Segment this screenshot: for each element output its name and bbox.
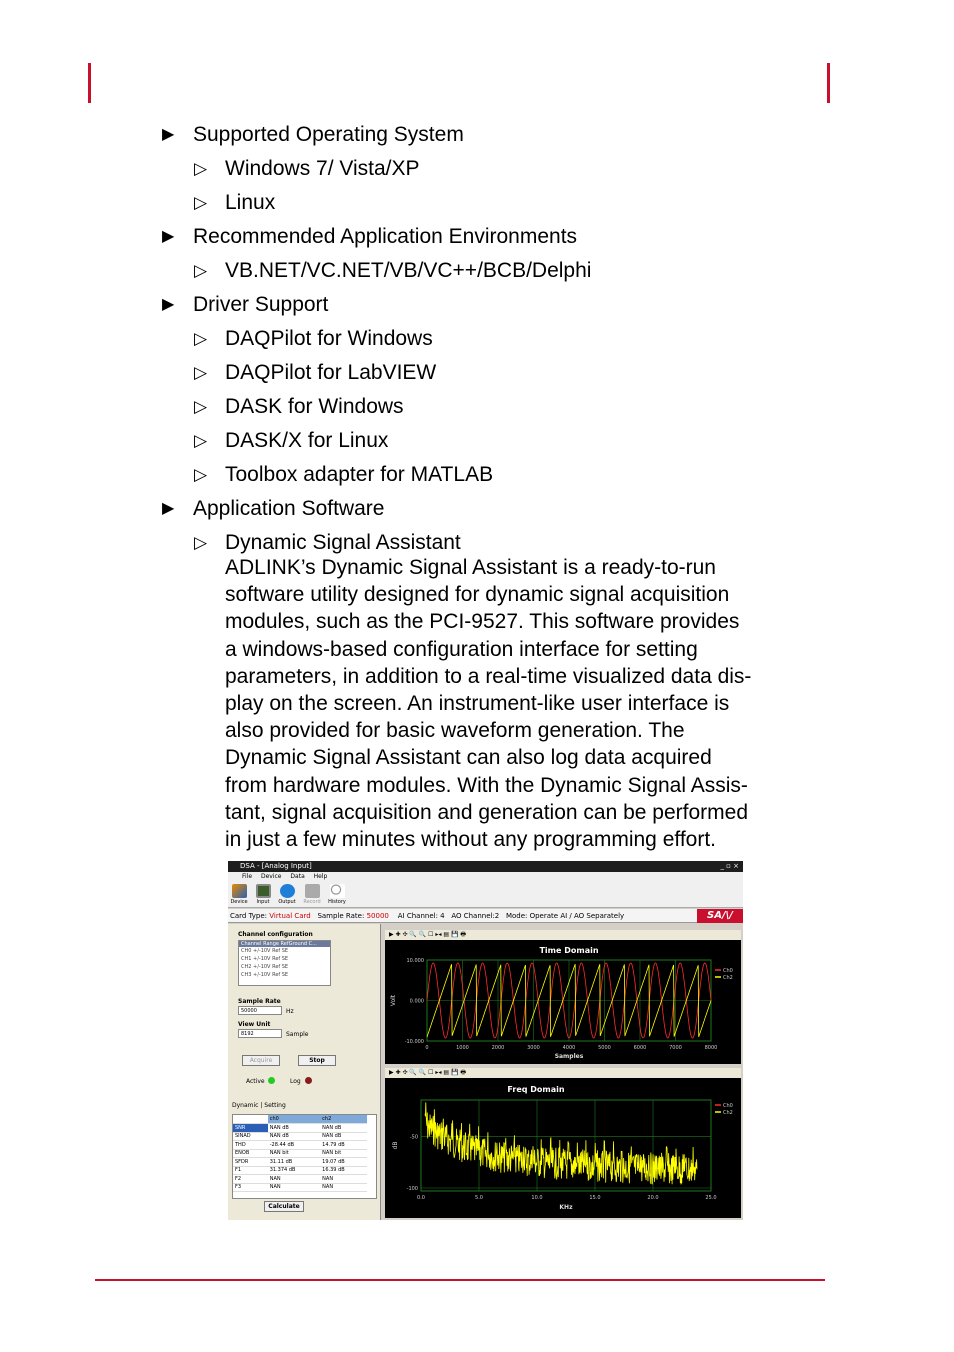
x-tick-label: 5000 [598, 1045, 611, 1051]
list-item-text: Supported Operating System [193, 123, 464, 146]
sa-logo: SA/\/ [697, 909, 743, 923]
x-tick-label: 0.0 [417, 1195, 425, 1201]
x-tick-label: 5.0 [475, 1195, 483, 1201]
table-row [233, 1166, 367, 1175]
table-row[interactable]: CH0 +/-10V Ref SE [241, 948, 289, 954]
table-row[interactable]: CH3 +/-10V Ref SE [241, 972, 289, 978]
table-cell [233, 1115, 268, 1124]
plot-toolbar[interactable]: ▶ ✚ ✣ 🔍 🔍 ☐ ▸◂ ▤ 💾 🖶 [385, 930, 741, 940]
header-right-marker [827, 63, 830, 103]
active-label: Active [246, 1078, 265, 1085]
table-cell: SNR [233, 1124, 268, 1133]
paragraph-line: modules, such as the PCI-9527. This software provides [225, 610, 740, 634]
x-tick-label: 1000 [456, 1045, 469, 1051]
menu-file[interactable]: File [242, 873, 253, 880]
y-tick-label: -100 [406, 1186, 418, 1192]
menu-data[interactable]: Data [290, 873, 305, 880]
input-label: Input [256, 899, 270, 905]
record-label: Record [303, 899, 321, 905]
table-cell: NAN dB [320, 1124, 367, 1133]
paragraph-line: from hardware modules. With the Dynamic Signal Assis- [225, 773, 748, 797]
list-item [160, 118, 800, 152]
card-status-line [228, 909, 743, 923]
table-cell: ENOB [233, 1149, 268, 1158]
table-cell: THD [233, 1141, 268, 1150]
stats-grid [233, 1115, 367, 1192]
app-toolbar [228, 882, 743, 908]
view-unit-select[interactable]: 8192 [238, 1029, 282, 1038]
x-tick-label: 25.0 [705, 1195, 717, 1201]
sub-bullet-icon: ▷ [194, 363, 208, 382]
feature-list [160, 118, 800, 853]
list-item [160, 390, 800, 424]
table-cell: NAN dB [268, 1132, 320, 1141]
chart-title: Time Domain [539, 946, 599, 955]
table-row [233, 1183, 367, 1192]
list-item [160, 458, 800, 492]
legend-ch2: Ch2 [723, 1110, 733, 1116]
freq-domain-panel [385, 1068, 741, 1218]
card-type-label: Card Type: [230, 912, 268, 920]
paragraph-line: a windows-based configuration interface for setting [225, 637, 698, 661]
menu-bar [228, 872, 743, 882]
bullet-icon: ▶ [162, 500, 175, 517]
table-cell: 31.11 dB [268, 1158, 320, 1167]
paragraph-line: software utility designed for dynamic signal acquisition [225, 583, 730, 607]
legend-ch0: Ch0 [723, 1103, 733, 1109]
list-item-text: Application Software [193, 497, 385, 520]
ch2-spectrum-line [425, 1102, 697, 1184]
table-row [233, 1158, 367, 1167]
table-cell: 31.374 dB [268, 1166, 320, 1175]
list-item-text: Toolbox adapter for MATLAB [225, 463, 494, 486]
table-cell: NAN bit [320, 1149, 367, 1158]
x-tick-label: 0 [425, 1045, 429, 1051]
table-cell: SFDR [233, 1158, 268, 1167]
sub-bullet-icon: ▷ [194, 159, 208, 178]
record-icon [305, 884, 320, 898]
x-axis-label: Samples [554, 1053, 584, 1060]
list-item [160, 492, 800, 526]
device-tools-icon [232, 884, 247, 898]
header-left-marker [88, 63, 91, 103]
window-title-text: DSA - [Analog Input] [240, 862, 312, 870]
sub-bullet-icon: ▷ [194, 533, 208, 552]
history-button[interactable] [326, 884, 348, 905]
table-cell: NAN [268, 1183, 320, 1192]
log-label: Log [290, 1078, 301, 1085]
chart-title: Freq Domain [507, 1085, 565, 1094]
table-row[interactable]: CH1 +/-10V Ref SE [241, 956, 289, 962]
x-tick-label: 3000 [527, 1045, 540, 1051]
sample-rate-value: 50000 [366, 912, 389, 920]
time-domain-panel [385, 930, 741, 1064]
sub-bullet-icon: ▷ [194, 261, 208, 280]
x-axis-label: KHz [559, 1204, 573, 1211]
x-tick-label: 6000 [633, 1045, 647, 1051]
bullet-icon: ▶ [162, 126, 175, 143]
dsa-screenshot [228, 861, 743, 1220]
sub-bullet-icon: ▷ [194, 397, 208, 416]
stop-button[interactable]: Stop [298, 1055, 336, 1066]
sub-bullet-icon: ▷ [194, 329, 208, 348]
table-row [233, 1132, 367, 1141]
active-indicator-icon [268, 1077, 275, 1084]
device-label: Device [230, 899, 248, 905]
bullet-icon: ▶ [162, 296, 175, 313]
table-cell: F2 [233, 1175, 268, 1184]
y-tick-label: 0.000 [409, 998, 424, 1005]
legend-ch2: Ch2 [723, 975, 733, 981]
input-button[interactable] [252, 884, 274, 905]
plot-toolbar[interactable]: ▶ ✚ ✣ 🔍 🔍 ☐ ▸◂ ▤ 💾 🖶 [385, 1068, 741, 1078]
x-tick-label: 15.0 [589, 1195, 601, 1201]
paragraph-line: play on the screen. An instrument-like user interface is [225, 692, 730, 716]
table-row [233, 1124, 367, 1133]
paragraph-line: in just a few minutes without any programming effort. [225, 828, 717, 852]
list-item-text: VB.NET/VC.NET/VB/VC++/BCB/Delphi [225, 259, 592, 282]
list-item-text: Dynamic Signal Assistant [225, 531, 461, 554]
list-item [160, 220, 800, 254]
y-tick-label: 10.000 [406, 958, 424, 964]
list-item [160, 288, 800, 322]
list-item [160, 186, 800, 220]
table-row [233, 1175, 367, 1184]
input-icon [256, 884, 271, 898]
table-cell: F1 [233, 1166, 268, 1175]
sub-bullet-icon: ▷ [194, 193, 208, 212]
table-row [233, 1141, 367, 1150]
table-cell: 14.79 dB [320, 1141, 367, 1150]
y-tick-label: -50 [409, 1134, 418, 1141]
output-button[interactable] [276, 884, 298, 905]
list-item-text: Driver Support [193, 293, 329, 316]
magnifier-icon [330, 884, 345, 898]
x-tick-label: 20.0 [647, 1195, 659, 1201]
x-tick-label: 7000 [669, 1045, 682, 1051]
menu-device[interactable]: Device [260, 873, 282, 880]
acquire-button[interactable]: Acquire [242, 1055, 280, 1066]
table-cell: NAN dB [320, 1132, 367, 1141]
channel-table-header: Channel Range RefGround C... [239, 941, 330, 947]
list-item [160, 322, 800, 356]
table-cell: F3 [233, 1183, 268, 1192]
list-item-text: Recommended Application Environments [193, 225, 578, 248]
table-cell: NAN bit [268, 1149, 320, 1158]
record-button[interactable] [301, 884, 323, 905]
bullet-icon: ▶ [162, 228, 175, 245]
table-cell: NAN dB [268, 1124, 320, 1133]
channel-config-title: Channel configuration [238, 931, 313, 938]
list-item [160, 526, 800, 560]
sub-bullet-icon: ▷ [194, 431, 208, 450]
list-item-text: DASK/X for Linux [225, 429, 389, 452]
output-label: Output [278, 899, 296, 905]
table-cell: NAN [320, 1183, 367, 1192]
ai-channel: AI Channel: 4 [397, 912, 445, 920]
x-tick-label: 8000 [704, 1045, 718, 1051]
card-type-value: Virtual Card [269, 912, 311, 920]
window-title [228, 861, 743, 872]
menu-help[interactable]: Help [313, 873, 328, 880]
stats-table [232, 1114, 377, 1199]
freq-domain-chart [385, 1078, 741, 1218]
list-item [160, 356, 800, 390]
list-item-text: DAQPilot for LabVIEW [225, 361, 437, 384]
table-row [233, 1115, 367, 1124]
paragraph-line: tant, signal acquisition and generation can be performed [225, 800, 749, 824]
sample-rate-input[interactable]: 50000 [238, 1006, 282, 1015]
mode-text: Mode: Operate AI / AO Separately [505, 912, 625, 920]
list-item-text: Windows 7/ Vista/XP [225, 157, 420, 180]
description-paragraph [160, 554, 800, 853]
x-tick-label: 10.0 [531, 1195, 543, 1201]
legend-ch0: Ch0 [723, 968, 733, 974]
view-unit-title: View Unit [238, 1021, 271, 1028]
table-row [233, 1149, 367, 1158]
x-tick-label: 4000 [562, 1045, 576, 1051]
list-item-text: Linux [225, 191, 276, 214]
sample-unit-label: Sample [286, 1031, 309, 1038]
table-cell: -28.44 dB [268, 1141, 320, 1150]
table-row[interactable]: CH2 +/-10V Ref SE [241, 964, 289, 970]
list-item [160, 152, 800, 186]
log-indicator-icon [305, 1077, 312, 1084]
hz-label: Hz [286, 1008, 294, 1015]
y-tick-label: -10.000 [404, 1039, 424, 1045]
table-cell: NAN [320, 1175, 367, 1184]
table-cell: ch0 [268, 1115, 320, 1124]
y-axis-label: Volt [390, 994, 397, 1007]
history-label: History [328, 899, 346, 905]
sample-rate-label: Sample Rate: [317, 912, 365, 920]
paragraph-line: also provided for basic waveform generation. The [225, 719, 685, 743]
list-item-text: DASK for Windows [225, 395, 404, 418]
time-domain-chart [385, 940, 741, 1064]
device-button[interactable] [228, 884, 250, 905]
x-tick-label: 2000 [491, 1045, 505, 1051]
list-item [160, 424, 800, 458]
paragraph-line: parameters, in addition to a real-time visualized data dis- [225, 664, 752, 688]
sub-bullet-icon: ▷ [194, 465, 208, 484]
table-cell: NAN [268, 1175, 320, 1184]
footer-rule [95, 1279, 825, 1281]
calculate-button[interactable]: Calculate [264, 1201, 304, 1212]
window-controls-icon: _ ▫ × [720, 862, 739, 870]
stats-tabs[interactable]: Dynamic | Setting [232, 1102, 286, 1109]
paragraph-line: ADLINK’s Dynamic Signal Assistant is a ready-to-run [225, 556, 716, 579]
output-icon [280, 884, 295, 898]
table-cell: ch2 [320, 1115, 367, 1124]
table-cell: 16.39 dB [320, 1166, 367, 1175]
table-cell: 19.07 dB [320, 1158, 367, 1167]
ao-channel: AO Channel:2 [451, 912, 500, 920]
table-cell: SINAD [233, 1132, 268, 1141]
y-axis-label: dB [392, 1141, 399, 1150]
sample-rate-title: Sample Rate [238, 998, 281, 1005]
list-item [160, 254, 800, 288]
paragraph-line: Dynamic Signal Assistant can also log data acquired [225, 746, 712, 770]
list-item-text: DAQPilot for Windows [225, 327, 433, 350]
channel-table[interactable] [238, 940, 331, 986]
